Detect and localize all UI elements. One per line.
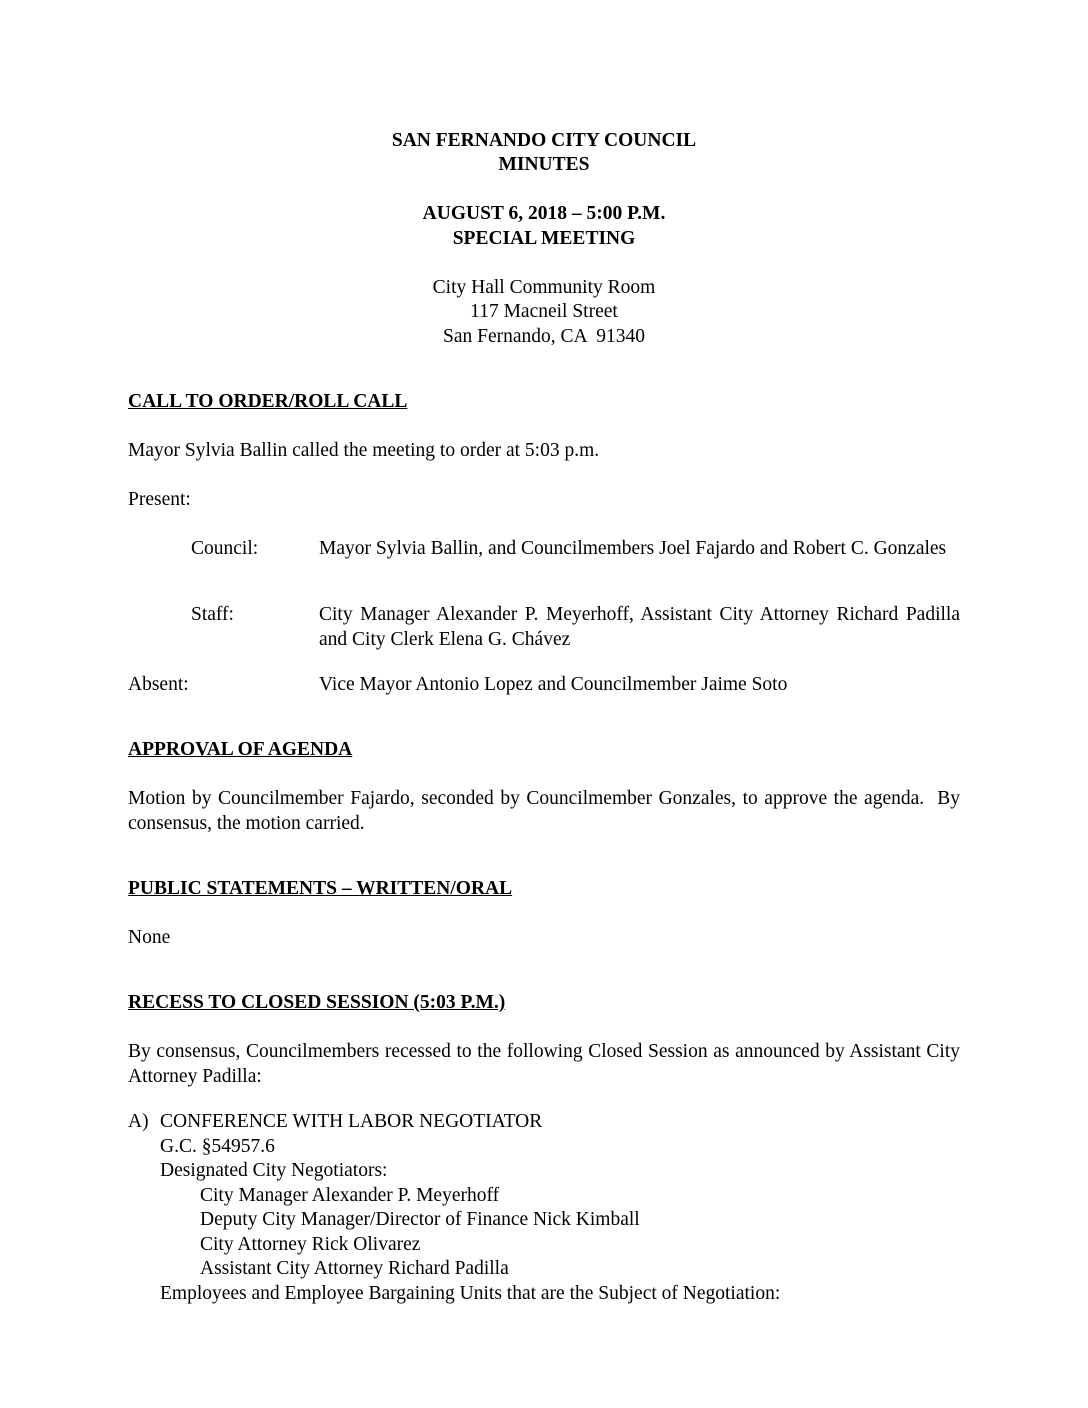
document-title: SAN FERNANDO CITY COUNCIL <box>391 130 697 151</box>
call-to-order-text: Mayor Sylvia Ballin called the meeting to order at 5:03 p.m. <box>128 440 600 461</box>
negotiator-item: City Attorney Rick Olivarez <box>200 1234 421 1255</box>
meeting-street: 117 Macneil Street <box>470 301 618 322</box>
meeting-venue: City Hall Community Room <box>432 277 656 298</box>
council-label: Council: <box>191 538 259 559</box>
section-heading-call-to-order: CALL TO ORDER/ROLL CALL <box>128 391 408 412</box>
government-code: G.C. §54957.6 <box>160 1136 275 1157</box>
absent-label: Absent: <box>128 674 189 695</box>
negotiator-item: Assistant City Attorney Richard Padilla <box>200 1258 509 1279</box>
document-subtitle: MINUTES <box>498 154 590 175</box>
meeting-type: SPECIAL MEETING <box>452 228 636 249</box>
staff-members: City Manager Alexander P. Meyerhoff, Assistant City Attorney Richard Padilla and City Clerk Elena G. Chávez <box>319 604 960 650</box>
section-heading-public-statements: PUBLIC STATEMENTS – WRITTEN/ORAL <box>128 878 513 899</box>
approval-of-agenda-text: Motion by Councilmember Fajardo, seconded by Councilmember Gonzales, to approve the agenda. By consensus, the motion carried. <box>128 788 965 834</box>
staff-label: Staff: <box>191 604 234 625</box>
meeting-date: AUGUST 6, 2018 – 5:00 P.M. <box>422 203 666 224</box>
public-statements-text: None <box>128 927 171 948</box>
closed-session-item-marker: A) <box>128 1111 149 1132</box>
meeting-city: San Fernando, CA 91340 <box>442 326 646 347</box>
section-heading-closed-session: RECESS TO CLOSED SESSION (5:03 P.M.) <box>128 992 506 1013</box>
absent-members: Vice Mayor Antonio Lopez and Councilmember Jaime Soto <box>319 674 788 695</box>
closed-session-text: By consensus, Councilmembers recessed to the following Closed Session as announced by Assistant City Attorney Padilla: <box>128 1041 960 1087</box>
negotiator-item: Deputy City Manager/Director of Finance Nick Kimball <box>200 1209 640 1230</box>
closed-session-item-title: CONFERENCE WITH LABOR NEGOTIATOR <box>160 1111 543 1132</box>
section-heading-approval-of-agenda: APPROVAL OF AGENDA <box>128 739 353 760</box>
negotiators-label: Designated City Negotiators: <box>160 1160 388 1181</box>
present-label: Present: <box>128 489 191 510</box>
council-members: Mayor Sylvia Ballin, and Councilmembers Joel Fajardo and Robert C. Gonzales <box>319 538 947 559</box>
employees-label: Employees and Employee Bargaining Units that are the Subject of Negotiation: <box>160 1283 781 1304</box>
negotiator-item: City Manager Alexander P. Meyerhoff <box>200 1185 500 1206</box>
